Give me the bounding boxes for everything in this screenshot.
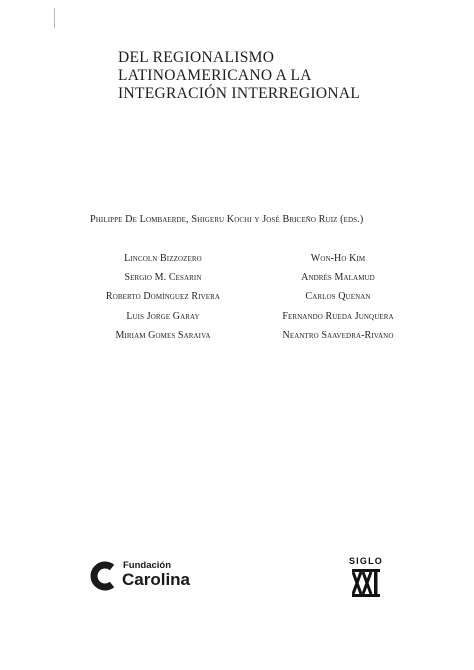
author-name: Andrés Malamud [301, 272, 375, 284]
author-name: Lincoln Bizzozero [124, 253, 202, 264]
editors-line: Philippe De Lombaerde, Shigeru Kochi y José Briceño Ruiz (eds.) [90, 214, 364, 225]
book-title [118, 49, 438, 103]
logo-siglo-text: SIGLO [348, 556, 383, 566]
title-line-3: INTEGRACIÓN INTERREGIONAL [118, 85, 361, 102]
authors-right-column [258, 249, 418, 345]
author-name: Neantro Saavedra-Rivano [282, 329, 394, 341]
roman-xxi-icon [352, 569, 380, 597]
author-name: Miriam Gomes Saraiva [115, 329, 211, 341]
logo-fundacion-text: Fundación [123, 560, 172, 571]
author-name: Roberto Domínguez Rivera [105, 291, 221, 303]
authors-left-column [88, 249, 238, 345]
author-name: Fernando Rueda Junquera [282, 310, 394, 322]
logo-carolina-text: Carolina [122, 570, 191, 589]
fundacion-carolina-c-icon [90, 561, 116, 591]
author-name: Luis Jorge Garay [126, 310, 200, 322]
siglo-xxi-logo [344, 556, 388, 602]
author-name: Carlos Quenan [305, 291, 371, 303]
title-line-2: LATINOAMERICANO A LA [118, 67, 312, 84]
author-name: Won-Ho Kim [310, 253, 366, 264]
title-line-1: DEL REGIONALISMO [118, 49, 275, 66]
page-edge-mark [54, 8, 55, 28]
author-name: Sergio M. Cesarin [124, 272, 202, 284]
fundacion-carolina-logo [90, 558, 230, 594]
